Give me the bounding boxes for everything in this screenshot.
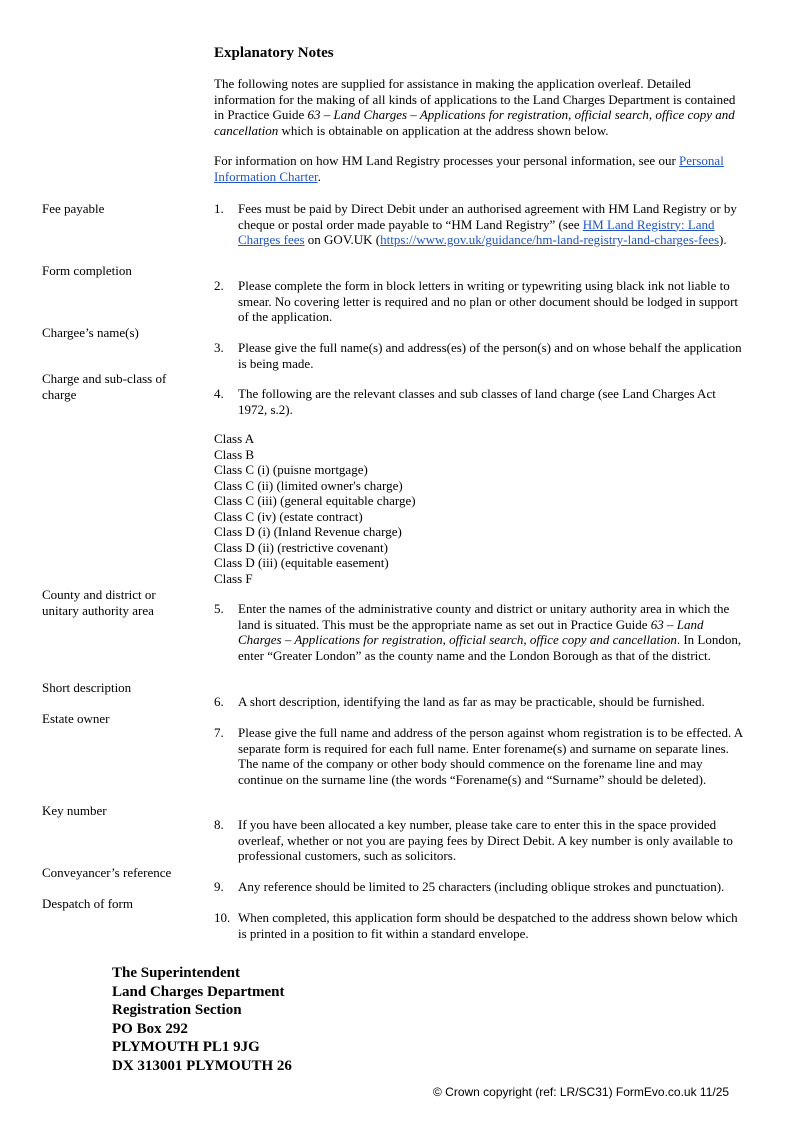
note-number: 10. — [214, 910, 231, 925]
note-1-text-b: on GOV.UK ( — [304, 232, 381, 248]
label-charge-class: Charge and sub-class of charge — [42, 371, 167, 402]
class-item: Class C (iv) (estate contract) — [214, 508, 363, 524]
address-line: Registration Section — [112, 1002, 242, 1018]
address-line: Land Charges Department — [112, 983, 285, 1000]
privacy-paragraph — [214, 153, 744, 184]
class-item: Class D (i) (Inland Revenue charge) — [214, 524, 402, 539]
note-9 — [214, 879, 744, 895]
note-2-text: Please complete the form in block letters in writing or typewriting using black ink not liable to smear. No covering letter is required and no plan or other document should be lodged in support of the application. — [238, 278, 739, 325]
despatch-address — [112, 964, 292, 1075]
note-7-text: Please give the full name and address of the person against whom registration is to be effected. A separate form is required for each full name. Enter forename(s) and surname on separate lines. The name of the company or other body should commence on the forename line and may continue on the surname line (the words “Forename(s) and “Surname” should be deleted). — [238, 725, 743, 787]
note-9-text: Any reference should be limited to 25 characters (including oblique strokes and punctuation). — [238, 879, 725, 894]
label-chargee-names: Chargee’s name(s) — [42, 325, 139, 340]
class-item: Class B — [214, 446, 255, 462]
practice-guide-title: 63 – Land Charges – Applications for registration, official search, office copy and cancellation — [214, 107, 735, 138]
address-line: PO Box 292 — [112, 1020, 188, 1037]
note-6 — [214, 694, 744, 710]
note-number: 6. — [214, 694, 224, 709]
address-line: PLYMOUTH PL1 9JG — [112, 1039, 260, 1055]
label-fee-payable: Fee payable — [42, 201, 105, 216]
note-5 — [214, 601, 744, 663]
class-item: Class C (ii) (limited owner's charge) — [214, 477, 403, 493]
note-4 — [214, 386, 744, 417]
address-line: The Superintendent — [112, 965, 240, 981]
copyright-footer: © Crown copyright (ref: LR/SC31) FormEvo.co.uk 11/25 — [433, 1085, 730, 1099]
note-10-text: When completed, this application form should be despatched to the address shown below which is printed in a position to fit within a standard envelope. — [238, 910, 738, 941]
note-2 — [214, 278, 744, 325]
label-key-number: Key number — [42, 803, 107, 818]
note-3-text: Please give the full name(s) and address(es) of the person(s) and on whose behalf the application is being made. — [238, 340, 742, 371]
intro-text-1: The following notes are supplied for assistance in making the application overleaf. Detailed information for the making of all kinds of applications to the Land Charges Department is contained in Practice Guide — [214, 76, 736, 123]
note-6-text: A short description, identifying the land as far as may be practicable, should be furnished. — [238, 694, 705, 709]
note-8 — [214, 817, 744, 864]
note-number: 3. — [214, 340, 224, 355]
class-item: Class C (i) (puisne mortgage) — [214, 462, 368, 477]
note-number: 9. — [214, 879, 224, 894]
note-7 — [214, 725, 744, 787]
land-charge-class-list — [214, 431, 416, 586]
page-title: Explanatory Notes — [214, 45, 334, 61]
practice-guide-title: 63 – Land Charges – Applications for registration, official search, office copy and cancellation — [238, 616, 704, 648]
note-1-text-a: Fees must be paid by Direct Debit under an authorised agreement with HM Land Registry or by cheque or postal order made payable to “HM Land Registry” (see — [238, 201, 737, 232]
note-5-text-b: . In London, enter “Greater London” as the county name and the London Borough as that of the district. — [238, 632, 742, 663]
label-despatch-of-form: Despatch of form — [42, 896, 133, 911]
gov-uk-url-link[interactable]: https://www.gov.uk/guidance/hm-land-registry-land-charges-fees — [380, 232, 720, 248]
note-number: 8. — [214, 817, 224, 832]
land-charges-fees-link[interactable]: HM Land Registry: Land Charges fees — [238, 216, 715, 248]
personal-information-charter-link[interactable]: Personal Information Charter — [214, 153, 724, 184]
label-conveyancer-reference: Conveyancer’s reference — [42, 865, 172, 880]
privacy-text: For information on how HM Land Registry processes your personal information, see our — [214, 153, 680, 168]
class-item: Class A — [214, 431, 255, 446]
intro-text-2: which is obtainable on application at the address shown below. — [278, 122, 609, 138]
note-4-text: The following are the relevant classes and sub classes of land charge (see Land Charges Act 1972, s.2). — [238, 386, 716, 417]
class-item: Class D (ii) (restrictive covenant) — [214, 539, 388, 555]
note-number: 2. — [214, 278, 224, 293]
label-form-completion: Form completion — [42, 263, 132, 278]
label-short-description: Short description — [42, 680, 132, 695]
note-1 — [214, 201, 744, 248]
note-number: 4. — [214, 386, 224, 401]
label-county-district: County and district or unitary authority area — [42, 587, 156, 618]
note-10 — [214, 910, 744, 941]
note-5-text-a: Enter the names of the administrative county and district or unitary authority area in which the land is situated. This must be the appropriate name as set out in Practice Guide — [238, 601, 730, 632]
intro-paragraph — [214, 76, 744, 138]
note-number: 1. — [214, 201, 224, 216]
note-number: 7. — [214, 725, 224, 740]
address-line: DX 313001 PLYMOUTH 26 — [112, 1057, 292, 1074]
note-8-text: If you have been allocated a key number, please take care to enter this in the space provided overleaf, whether or not you are paying fees by Direct Debit. A key number is only available to professional customers, such as solicitors. — [238, 817, 733, 864]
privacy-end: . — [317, 168, 321, 184]
class-item: Class F — [214, 570, 253, 586]
note-number: 5. — [214, 601, 224, 616]
class-item: Class C (iii) (general equitable charge) — [214, 493, 416, 508]
note-3 — [214, 340, 744, 371]
label-estate-owner: Estate owner — [42, 711, 110, 726]
note-1-text-c: ). — [719, 232, 727, 248]
class-item: Class D (iii) (equitable easement) — [214, 555, 389, 570]
